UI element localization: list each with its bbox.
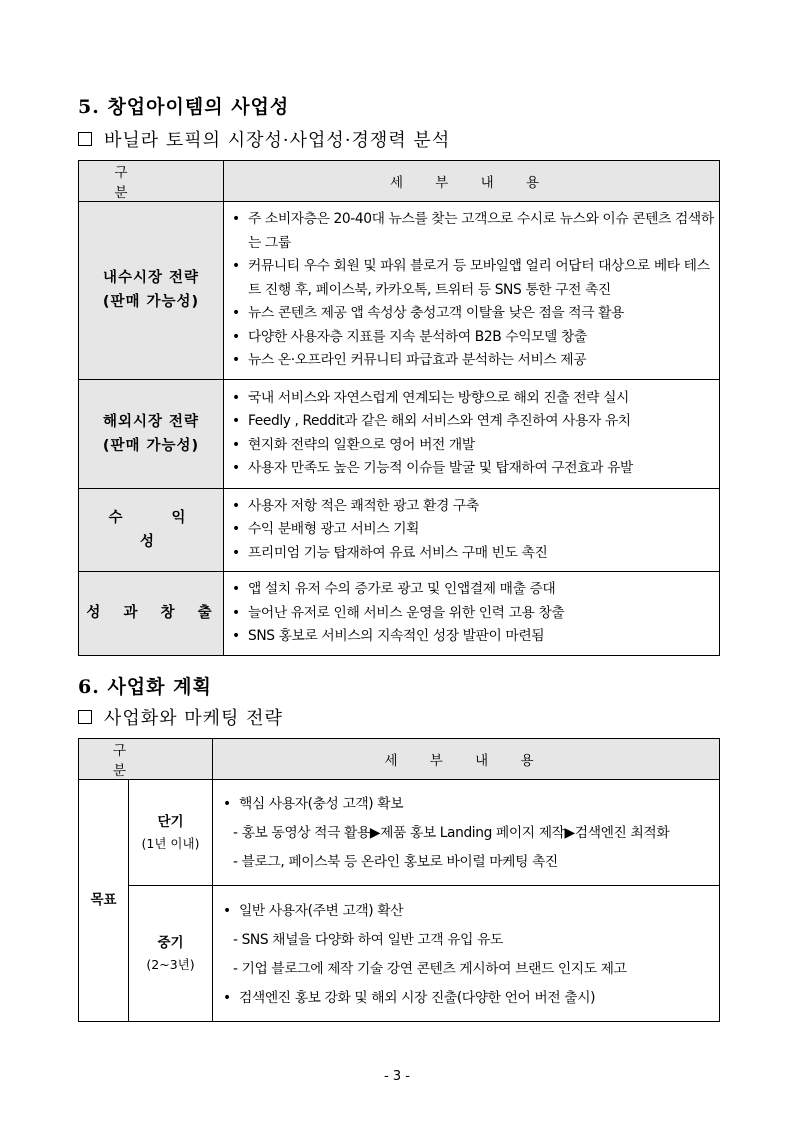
commercialization-plan-table [78,738,720,1022]
list-item: • SNS 홍보로 서비스의 지속적인 성장 발판이 마련됨 [230,625,715,649]
section5-title: 5. 창업아이템의 사업성 [78,96,290,118]
goal-label: 목표 [79,780,129,1022]
list-item: • 뉴스 콘텐츠 제공 앱 속성상 충성고객 이탈율 낮은 점을 적극 활용 [230,302,715,326]
list-item: • Feedly , Reddit과 같은 해외 서비스와 연계 추진하여 사용자 유치 [230,410,715,434]
list-item: • 핵심 사용자(충성 고객) 확보 [221,790,715,819]
table-row [79,572,720,656]
page-number: - 3 - [384,1069,410,1084]
row-label-domestic: 내수시장 전략 (판매 가능성) [79,202,224,380]
list-item: • 다양한 사용자층 지표를 지속 분석하여 B2B 수익모델 창출 [230,326,715,350]
section5-subtitle-text: 바닐라 토픽의 시장성·사업성·경쟁력 분석 [104,130,451,151]
header-details: 세 부 내 용 [213,739,720,780]
list-item: - 기업 블로그에 제작 기술 강연 콘텐츠 게시하여 브랜드 인지도 제고 [233,960,627,977]
list-item: - 블로그, 페이스북 등 온라인 홍보로 바이럴 마케팅 촉진 [233,854,558,870]
header-category: 구 분 [79,739,213,780]
list-item: • 검색엔진 홍보 강화 및 해외 시장 진출(다양한 언어 버전 출시) [221,984,715,1013]
list-item: • 주 소비자층은 20-40대 뉴스를 찾는 고객으로 수시로 뉴스와 이슈 콘텐츠 검색하는 그룹 [230,208,715,255]
term-short-details [213,780,720,886]
table-row [79,202,720,380]
row-details-domestic [224,202,720,380]
list-item: • 커뮤니티 우수 회원 및 파워 블로거 등 모바일앱 얼리 어답터 대상으로 베타 테스트 진행 후, 페이스북, 카카오톡, 트위터 등 SNS 통한 구전 촉진 [230,255,715,302]
list-item: • 사용자 저항 적은 쾌적한 광고 환경 구축 [230,495,715,519]
list-item: • 현지화 전략의 일환으로 영어 버전 개발 [230,434,715,458]
term-mid-details [213,886,720,1022]
section6-subtitle [78,704,283,730]
row-details-profitability [224,488,720,572]
table-row [79,780,720,886]
row-label-profitability: 수 익 성 [79,488,224,572]
list-item: • 수익 분배형 광고 서비스 기획 [230,518,715,542]
term-short: 단기 (1년 이내) [129,780,213,886]
list-item: • 뉴스 온·오프라인 커뮤니티 파급효과 분석하는 서비스 제공 [230,349,715,373]
term-mid: 중기 (2~3년) [129,886,213,1022]
header-category: 구 분 [79,161,224,202]
market-analysis-table [78,160,720,656]
row-details-performance [224,572,720,656]
list-item: • 앱 설치 유저 수의 증가로 광고 및 인앱결제 매출 증대 [230,578,715,602]
section6-title: 6. 사업화 계획 [78,676,212,698]
section5-subtitle [78,126,450,152]
list-item: • 일반 사용자(주변 고객) 확산 [221,897,715,926]
checkbox-square-icon [78,132,92,146]
row-label-overseas: 해외시장 전략 (판매 가능성) [79,379,224,488]
checkbox-square-icon [78,710,92,724]
section6-subtitle-text: 사업화와 마케팅 전략 [104,708,283,729]
row-label-performance: 성 과 창 출 [79,572,224,656]
table-row [79,379,720,488]
table-row [79,886,720,1022]
row-details-overseas [224,379,720,488]
list-item: - SNS 채널을 다양화 하여 일반 고객 유입 유도 [233,931,503,948]
table-row [79,488,720,572]
list-item: • 사용자 만족도 높은 기능적 이슈들 발굴 및 탑재하여 구전효과 유발 [230,457,715,481]
list-item: • 국내 서비스와 자연스럽게 연계되는 방향으로 해외 진출 전략 실시 [230,387,715,411]
header-details: 세 부 내 용 [224,161,720,202]
list-item: • 프리미엄 기능 탑재하여 유료 서비스 구매 빈도 촉진 [230,542,715,566]
list-item: • 늘어난 유저로 인해 서비스 운영을 위한 인력 고용 창출 [230,602,715,626]
list-item: - 홍보 동영상 적극 활용▶제품 홍보 Landing 페이지 제작▶검색엔진 최적화 [233,825,670,841]
